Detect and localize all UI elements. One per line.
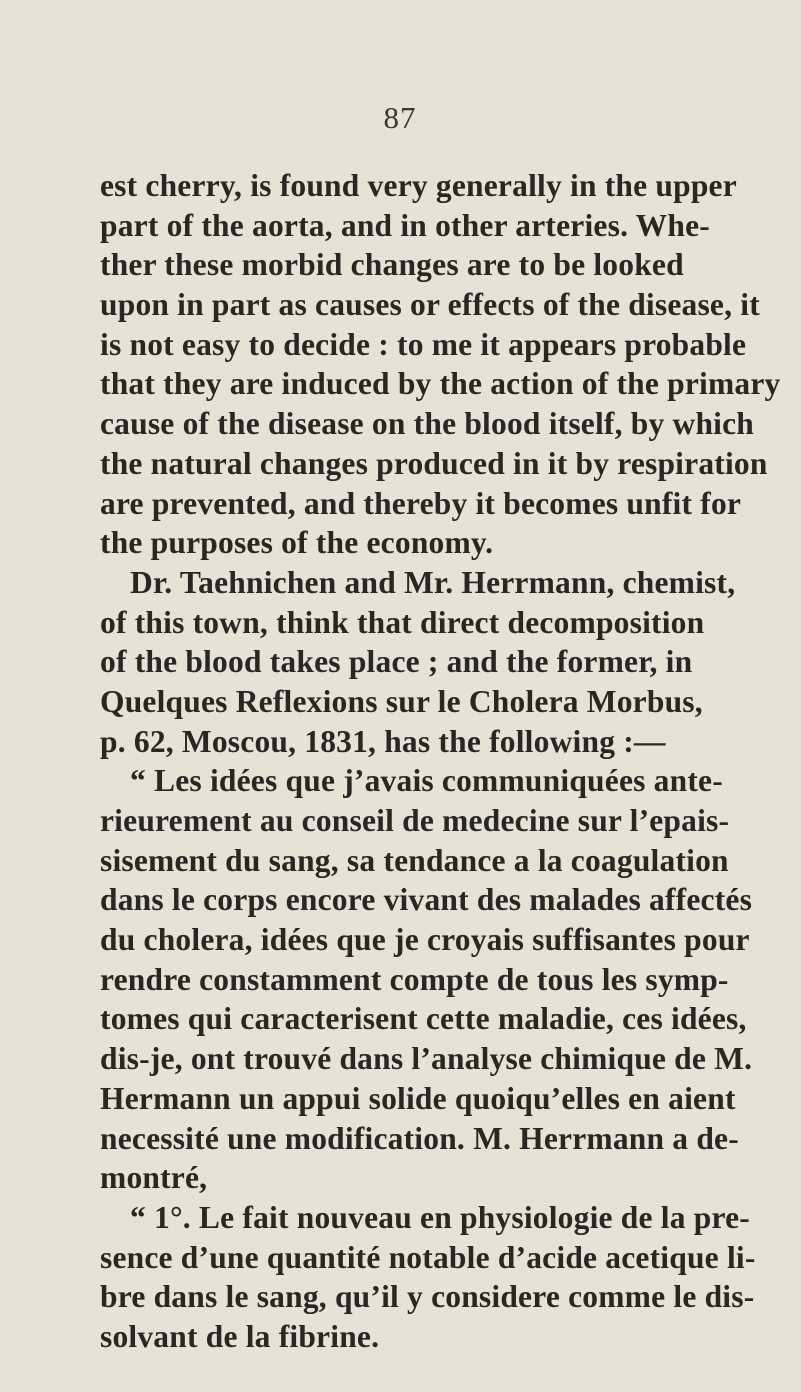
text-line: solvant de la fibrine. [100,1318,380,1354]
text-line: montré, [100,1160,208,1196]
text-line: necessité une modification. M. Herrmann a de- [100,1120,739,1156]
text-line: Hermann un appui solide quoiqu’elles en aient [100,1080,736,1116]
text-line: est cherry, is found very generally in the upper [100,168,737,203]
text-line: sence d’une quantité notable d’acide acetique li- [100,1239,756,1275]
text-line: Dr. Taehnichen and Mr. Herrmann, chemist, [130,564,736,600]
text-line: “ Les idées que j’avais communiquées ante- [130,763,723,799]
text-line: part of the aorta, and in other arteries. Whe- [100,207,710,243]
text-line: dis-je, ont trouvé dans l’analyse chimique de M. [100,1041,753,1077]
text-line: are prevented, and thereby it becomes unfit for [100,485,742,521]
text-line: Quelques Reflexions sur le Cholera Morbus, [100,683,703,719]
body-text [100,166,790,1357]
text-line: tomes qui caracterisent cette maladie, ces idées, [100,1001,747,1037]
text-line: of this town, think that direct decomposition [100,604,705,640]
text-line: the purposes of the economy. [100,525,494,561]
text-line: ther these morbid changes are to be looked [100,247,684,283]
text-line: upon in part as causes or effects of the disease, it [100,287,760,323]
text-line: cause of the disease on the blood itself, by which [100,406,755,442]
text-line: of the blood takes place ; and the former, in [100,644,693,680]
text-line: rendre constamment compte de tous les symp- [100,961,729,997]
text-line: the natural changes produced in it by respiration [100,445,768,481]
text-line: p. 62, Moscou, 1831, has the following :— [100,723,666,759]
text-line: bre dans le sang, qu’il y considere comme le dis- [100,1279,755,1315]
text-line: is not easy to decide : to me it appears probable [100,326,747,362]
text-line: that they are induced by the action of the primary [100,366,781,402]
text-line: “ 1°. Le fait nouveau en physiologie de la pre- [130,1199,750,1235]
text-line: dans le corps encore vivant des malades affectés [100,882,753,918]
page-number: 87 [383,100,417,135]
text-line: rieurement au conseil de medecine sur l’epais- [100,803,730,838]
text-line: du cholera, idées que je croyais suffisantes pour [100,922,750,958]
text-line: sisement du sang, sa tendance a la coagulation [100,842,729,878]
